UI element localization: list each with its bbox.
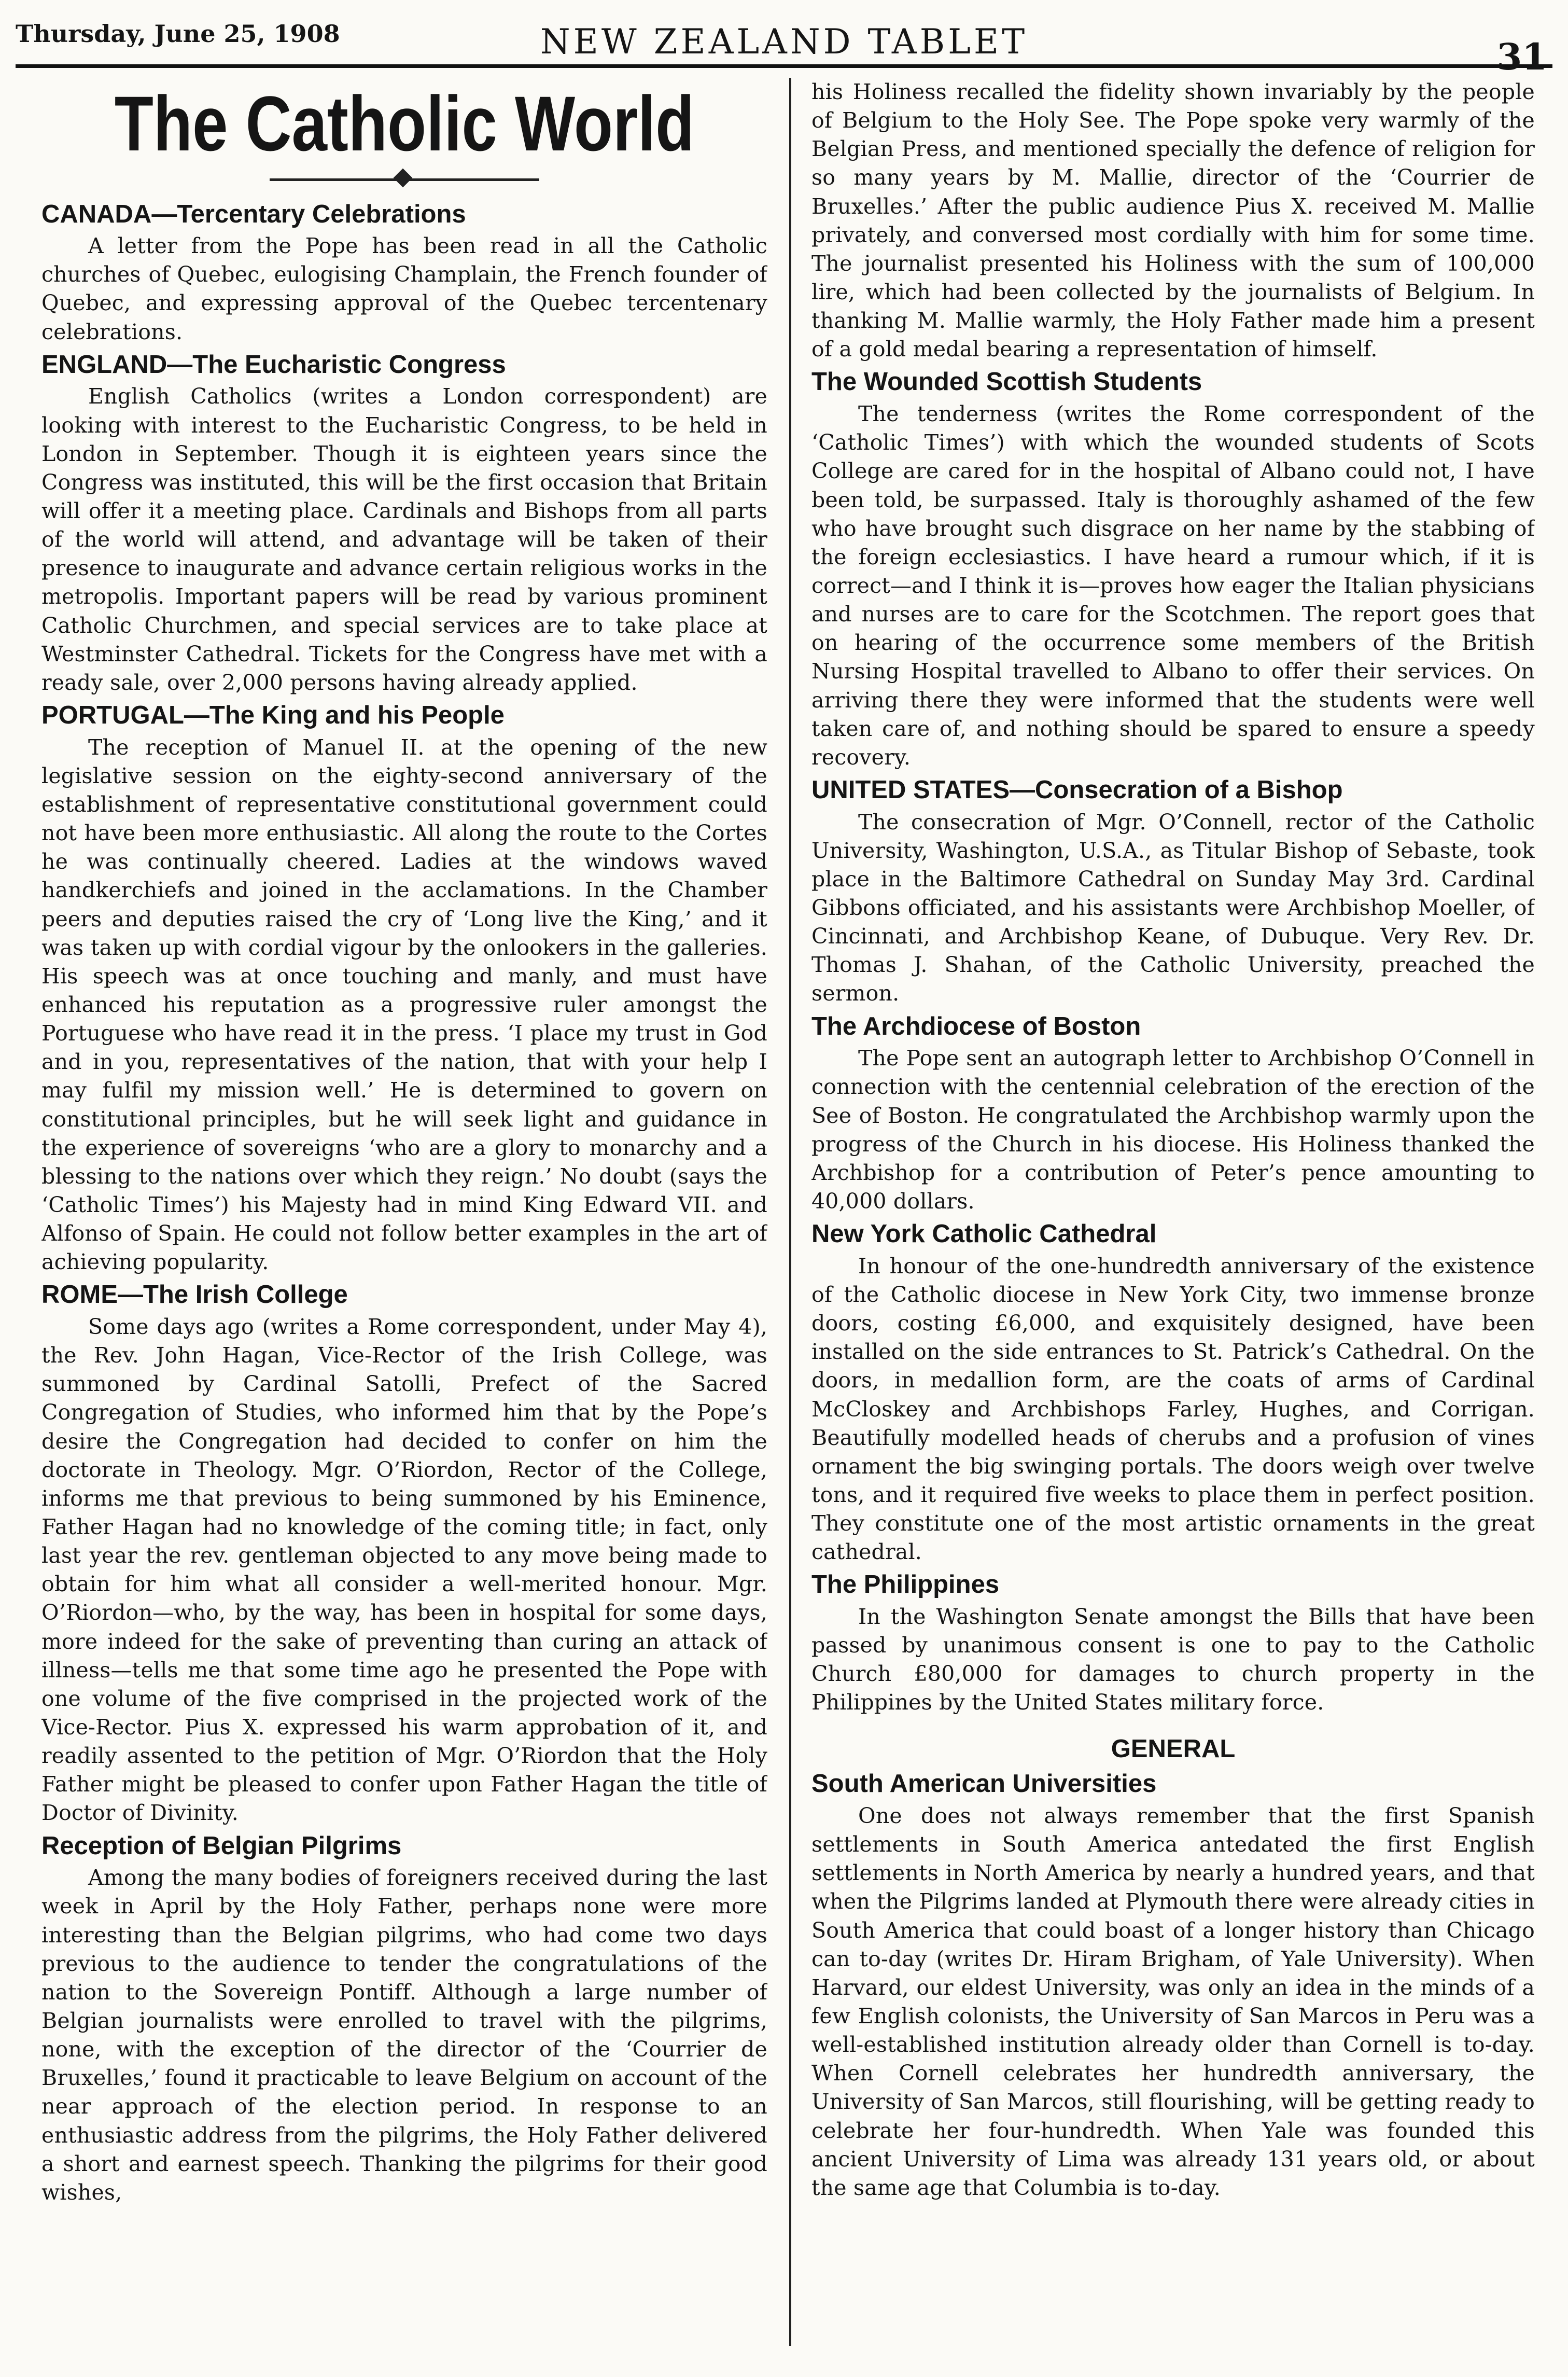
publication-title: NEW ZEALAND TABLET <box>540 22 1028 62</box>
article-body-scottish-students: The tenderness (writes the Rome correspondent of the ‘Catholic Times’) with which the wounded students of Scots College are cared for in the hospital of Albano could not, I have been told, be surpassed. Italy is thoroughly ashamed of the few who have brought such disgrace on her name by the stabbing of the foreign ecclesiastics. I have heard a rumour which, if it is correct—and I think it is—proves how eager the Italian physicians and nurses are to care for the Scotchmen. The report goes that on hearing of the occurrence some members of the British Nursing Hospital travelled to Albano to offer their services. On arriving there they were informed that the students were well taken care of, and nothing should be spared to ensure a speedy recovery. <box>811 401 1535 770</box>
article-body-new-york: In honour of the one-hundredth anniversary of the existence of the Catholic diocese in New York City, two immense bronze doors, costing £6,000, and exquisitely designed, have been installed on the side entrances to St. Patrick’s Cathedral. On the doors, in medallion form, are the coats of arms of Cardinal McCloskey and Archbishops Farley, Hughes, and Corrigan. Beautifully modelled heads of cherubs and a profusion of vines ornament the big swinging portals. The doors weigh over twelve tons, and it required five weeks to place them in perfect position. They constitute one of the most artistic ornaments in the great cathedral. <box>811 1253 1535 1565</box>
column-divider <box>789 78 791 2346</box>
article-body-canada: A letter from the Pope has been read in all the Catholic churches of Quebec, eulogising Champlain, the French founder of Quebec, and expressing approval of the Quebec tercentenary celebrations. <box>41 233 767 344</box>
article-body-south-american-universities: One does not always remember that the first Spanish settlements in South America antedated the first English settlements in North America by nearly a hundred years, and that when the Pilgrims landed at Plymouth there were already cities in South America that could boast of a longer history than Chicago can to-day (writes Dr. Hiram Brigham, of Yale University). When Harvard, our eldest University, was only an idea in the minds of a few English colonists, the University of San Marcos in Peru was a well-established institution already older than Cornell is to-day. When Cornell celebrates her hundredth anniversary, the University of San Marcos, still flourishing, will be getting ready to celebrate her four-hundredth. When Yale was founded this ancient University of Lima was already 131 years old, or about the same age that Columbia is to-day. <box>811 1803 1535 2200</box>
issue-date: Thursday, June 25, 1908 <box>16 20 340 48</box>
article-heading-south-american-universities: South American Universities <box>811 1770 1157 1798</box>
page-number: 31 <box>1496 35 1547 78</box>
right-column <box>811 78 1535 2356</box>
article-heading-new-york: New York Catholic Cathedral <box>811 1220 1157 1248</box>
article-body-philippines: In the Washington Senate amongst the Bills that have been passed by unanimous consent is one to pay to the Catholic Church £80,000 for damages to church property in the Philippines by the United States military force. <box>811 1604 1535 1715</box>
section-masthead: The Catholic World <box>114 80 695 167</box>
article-heading-rome: ROME—The Irish College <box>41 1281 348 1309</box>
article-body-portugal: The reception of Manuel II. at the opening of the new legislative session on the eighty-second anniversary of the establishment of representative constitutional government could not have been more enthusiastic. All along the route to the Cortes he was continually cheered. Ladies at the windows waved handkerchiefs and joined in the acclamations. In the Chamber peers and deputies raised the cry of ‘Long live the King,’ and it was taken up with cordial vigour by the onlookers in the galleries. His speech was at once touching and manly, and must have enhanced his reputation as a progressive ruler amongst the Portuguese who have read it in the press. ‘I place my trust in God and in you, representatives of the nation, that with your help I may fulfil my mission well.’ He is determined to govern on constitutional principles, but he will seek light and guidance in the experience of sovereigns ‘who are a glory to monarchy and a blessing to the nations over which they reign.’ No doubt (says the ‘Catholic Times’) his Majesty had in mind King Edward VII. and Alfonso of Spain. He could not follow better examples in the art of achieving popularity. <box>41 734 767 1275</box>
article-heading-scottish-students: The Wounded Scottish Students <box>811 368 1202 396</box>
diamond-rule-ornament <box>41 165 767 196</box>
article-heading-united-states: UNITED STATES—Consecration of a Bishop <box>811 775 1343 804</box>
article-body-united-states: The consecration of Mgr. O’Connell, rector of the Catholic University, Washington, U.S.A., as Titular Bishop of Sebaste, took place in the Baltimore Cathedral on Sunday May 3rd. Cardinal Gibbons officiated, and his assistants were Archbishop Moeller, of Cincinnati, and Archbishop Keane, of Dubuque. Very Rev. Dr. Thomas J. Shahan, of the Catholic University, preached the sermon. <box>811 809 1535 1006</box>
continued-paragraph: his Holiness recalled the fidelity shown invariably by the people of Belgium to the Holy See. The Pope spoke very warmly of the Belgian Press, and mentioned specially the defence of religion for so many years by M. Mallie, director of the ‘Courrier de Bruxelles.’ After the public audience Pius X. received M. Mallie privately, and conversed most cordially with him for some time. The journalist presented his Holiness with the sum of 100,000 lire, which had been collected by the journalists of Belgium. In thanking M. Mallie warmly, the Holy Father made him a present of a gold medal bearing a representation of himself. <box>811 79 1535 362</box>
article-body-boston: The Pope sent an autograph letter to Archbishop O’Connell in connection with the centennial celebration of the erection of the See of Boston. He congratulated the Archbishop warmly upon the progress of the Church in his diocese. His Holiness thanked the Archbishop for a contribution of Peter’s pence amounting to 40,000 dollars. <box>811 1046 1535 1214</box>
article-body-england: English Catholics (writes a London correspondent) are looking with interest to the Eucharistic Congress, to be held in London in September. Though it is eighteen years since the Congress was instituted, this will be the first occasion that Britain will offer it a meeting place. Cardinals and Bishops from all parts of the world will attend, and advantage will be taken of their presence to inaugurate and advance certain religious works in the metropolis. Important papers will be read by various prominent Catholic Churchmen, and special services are to take place at Westminster Cathedral. Tickets for the Congress have met with a ready sale, over 2,000 persons having already applied. <box>41 384 767 695</box>
article-heading-philippines: The Philippines <box>811 1570 1000 1599</box>
left-column <box>41 78 767 2356</box>
article-heading-belgian-pilgrims: Reception of Belgian Pilgrims <box>41 1831 402 1860</box>
general-heading: GENERAL <box>1111 1734 1236 1763</box>
article-body-rome: Some days ago (writes a Rome correspondent, under May 4), the Rev. John Hagan, Vice-Rector of the Irish College, was summoned by Cardinal Satolli, Prefect of the Sacred Congregation of Studies, who informed him that by the Pope’s desire the Congregation had decided to confer on him the doctorate in Theology. Mgr. O’Riordon, Rector of the College, informs me that previous to being summoned by his Eminence, Father Hagan had no knowledge of the coming title; in fact, only last year the rev. gentleman objected to any move being made to obtain for him what all consider a well-merited honour. Mgr. O’Riordon—who, by the way, has been in hospital for some days, more indeed for the sake of preventing than curing an attack of illness—tells me that some time ago he presented the Pope with one volume of the five comprised in the projected work of the Vice-Rector. Pius X. expressed his warm approbation of it, and readily assented to the petition of Mgr. O’Riordon that the Holy Father might be pleased to confer upon Father Hagan the title of Doctor of Divinity. <box>41 1314 767 1826</box>
running-head <box>16 15 1552 78</box>
article-heading-portugal: PORTUGAL—The King and his People <box>41 701 505 729</box>
article-heading-boston: The Archdiocese of Boston <box>811 1012 1141 1040</box>
article-body-belgian-pilgrims: Among the many bodies of foreigners received during the last week in April by the Holy Father, perhaps none were more interesting than the Belgian pilgrims, who had come two days previous to the audience to tender the congratulations of the nation to the Sovereign Pontiff. Although a large number of Belgian journalists were enrolled to travel with the pilgrims, none, with the exception of the director of the ‘Courrier de Bruxelles,’ found it practicable to leave Belgium on account of the near approach of the election period. In response to an enthusiastic address from the pilgrims, the Holy Father delivered a short and earnest speech. Thanking the pilgrims for their good wishes, <box>41 1865 767 2205</box>
article-heading-england: ENGLAND—The Eucharistic Congress <box>41 350 506 379</box>
article-heading-canada: CANADA—Tercentary Celebrations <box>41 200 466 228</box>
